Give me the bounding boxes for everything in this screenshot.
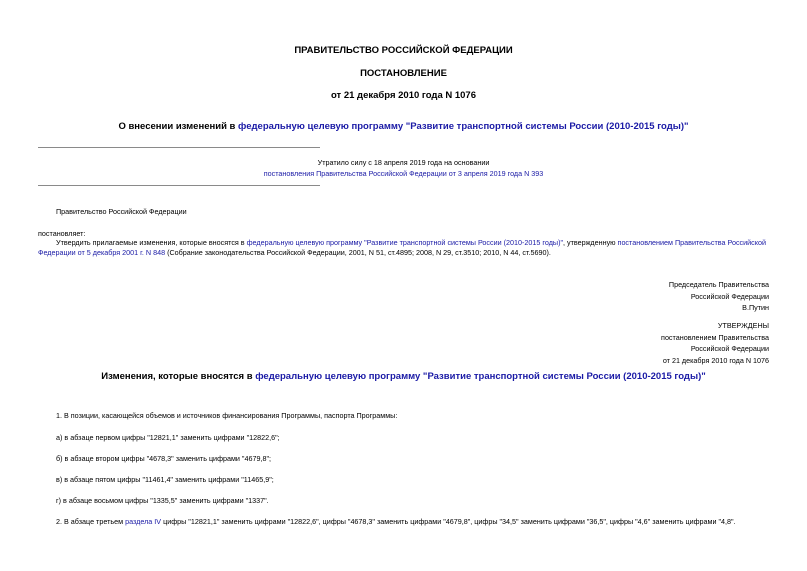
change-item-1: 1. В позиции, касающейся объемов и источников финансирования Программы, паспорта Программы: [56, 411, 398, 420]
document-title [0, 121, 807, 132]
change-item-2 [56, 517, 736, 527]
divider-bottom [38, 185, 320, 186]
approved-label: УТВЕРЖДЕНЫ [717, 321, 769, 330]
signature-position: Председатель Правительства [668, 280, 769, 289]
document-type: ПОСТАНОВЛЕНИЕ [360, 68, 447, 79]
government-name: Правительство Российской Федерации [56, 207, 187, 216]
government-heading: ПРАВИТЕЛЬСТВО РОССИЙСКОЙ ФЕДЕРАЦИИ [294, 45, 513, 56]
signature-block [669, 279, 769, 314]
decree-848-link[interactable]: постановлением Правительства Российской Федерации от 5 декабря 2001 г. N 848 [38, 238, 767, 257]
changes-program-link[interactable]: федеральную целевую программу "Развитие транспортной системы России (2010-2015 годы)" [255, 371, 706, 382]
signature-org: Российской Федерации [690, 291, 769, 301]
item-text: 2. В абзаце третьем [56, 517, 126, 526]
change-item-a: а) в абзаце первом цифры "12821,1" заменить цифрами "12822,6"; [56, 433, 280, 442]
repeal-notice: Утратило силу с 18 апреля 2019 года на основании [317, 158, 490, 167]
title-prefix: О внесении изменений в [118, 121, 239, 132]
section-iv-link[interactable]: раздела IV [125, 517, 162, 526]
changes-title-prefix: Изменения, которые вносятся в [101, 371, 256, 382]
decrees-label: постановляет: [38, 229, 86, 238]
paragraph-approve [38, 238, 770, 258]
program-link[interactable]: федеральную целевую программу "Развитие транспортной системы России (2010-2015 годы)" [246, 238, 564, 247]
changes-title [0, 371, 807, 382]
paragraph-text: (Собрание законодательства Российской Федерации, 2001, N 51, ст.4895; 2008, N 29, ст.3510; 2010, N 44, ст.5690). [165, 248, 551, 257]
change-item-v: в) в абзаце пятом цифры "11461,4" заменить цифрами "11465,9"; [56, 475, 274, 484]
paragraph-text: Утвердить прилагаемые изменения, которые вносятся в [56, 238, 247, 247]
approved-org: Российской Федерации [690, 344, 769, 353]
signature-name: В.Путин [742, 303, 769, 312]
document-date-number: от 21 декабря 2010 года N 1076 [330, 90, 476, 101]
approved-block [661, 320, 769, 366]
title-program-link[interactable]: федеральную целевую программу "Развитие транспортной системы России (2010-2015 годы)" [238, 121, 689, 132]
repeal-decree-link[interactable]: постановления Правительства Российской Федерации от 3 апреля 2019 года N 393 [263, 169, 544, 178]
approved-by: постановлением Правительства [661, 332, 769, 342]
divider-top [38, 147, 320, 148]
change-item-g: г) в абзаце восьмом цифры "1335,5" заменить цифрами "1337". [56, 496, 269, 505]
item-text: цифры "12821,1" заменить цифрами "12822,6", цифры "4678,3" заменить цифрами "4679,8", цифры "34,5" заменить цифрами "36,5", цифры "4,6" заменить цифрами "4,8". [161, 517, 736, 526]
approved-date: от 21 декабря 2010 года N 1076 [662, 355, 769, 365]
paragraph-text: , утвержденную [563, 238, 618, 247]
change-item-b: б) в абзаце втором цифры "4678,3" заменить цифрами "4679,8"; [56, 454, 272, 463]
